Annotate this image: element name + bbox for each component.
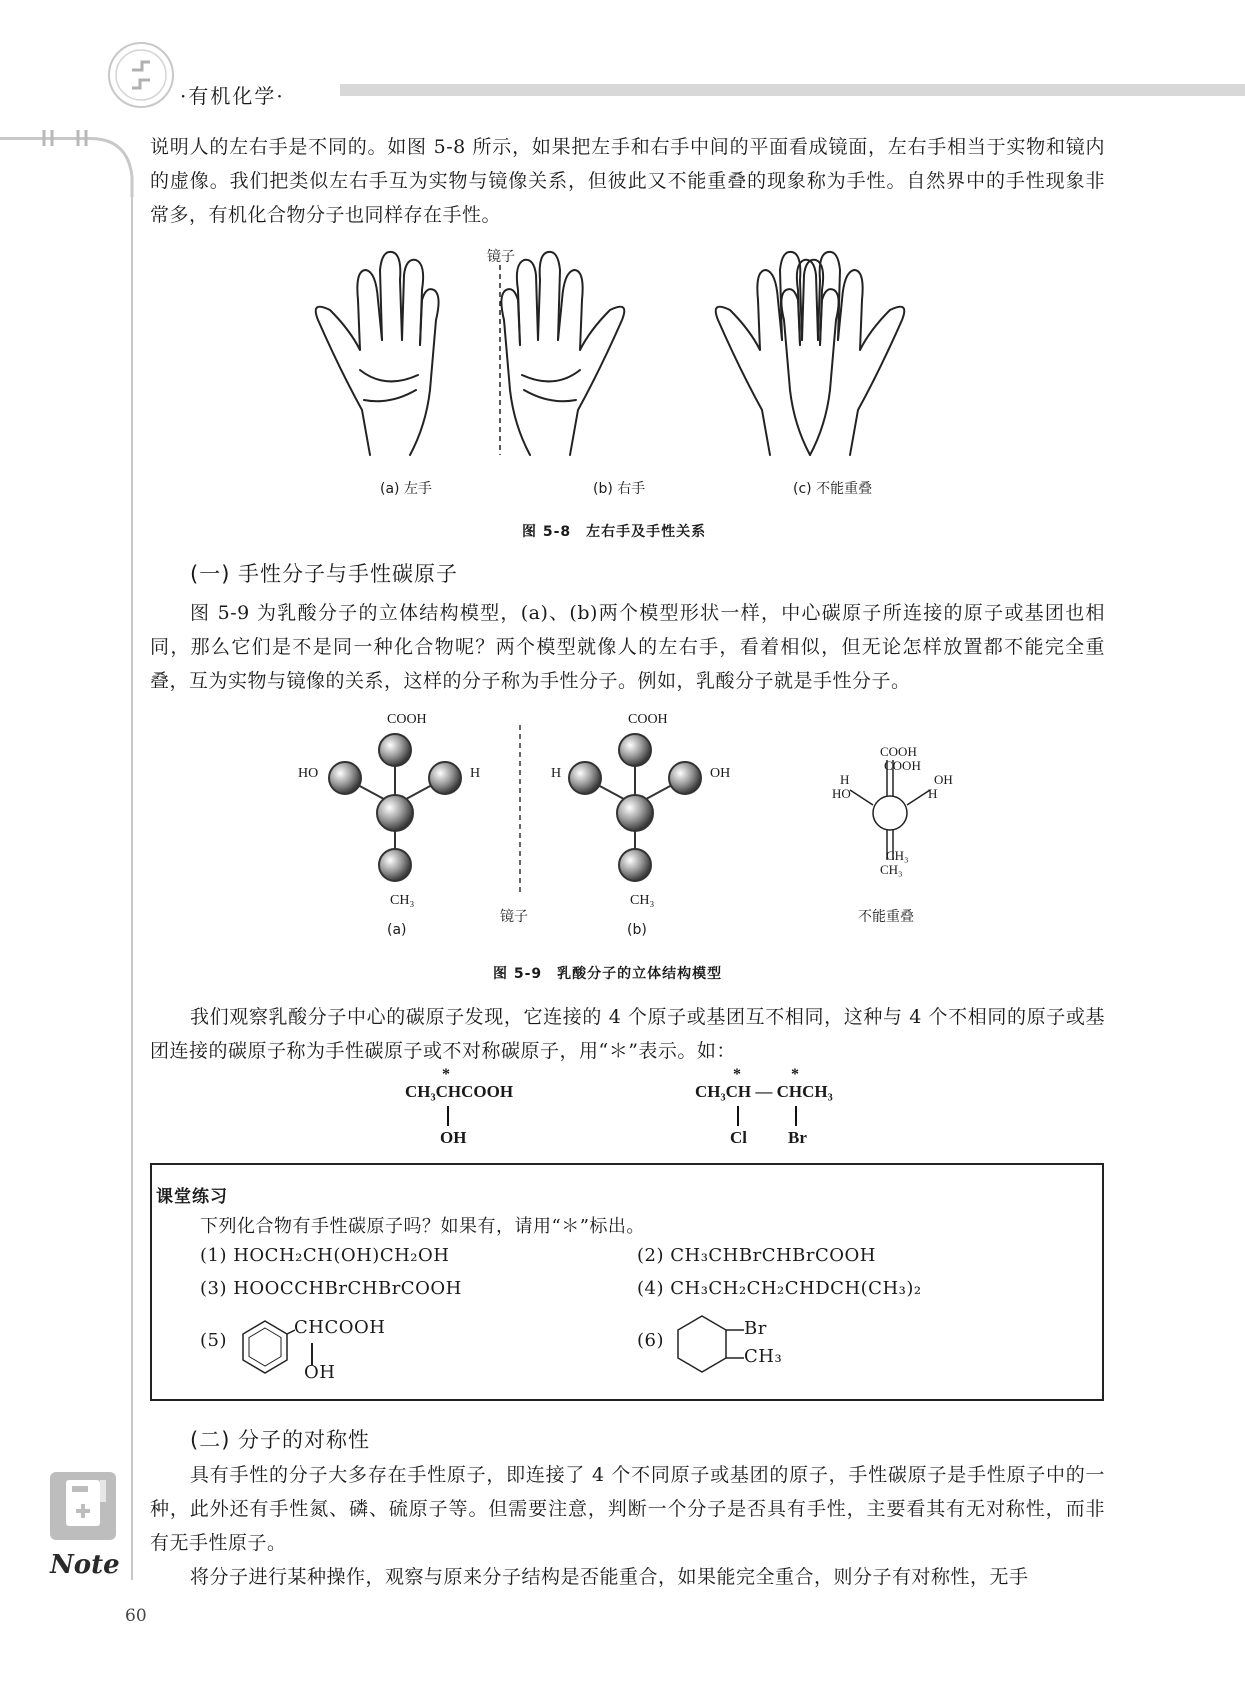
overlap-diagram	[850, 760, 930, 860]
formula1-bond	[447, 1106, 449, 1126]
formula2-sub1: Cl	[730, 1128, 747, 1147]
fig59a-ch3: CH₃	[390, 893, 415, 908]
fig59-mirror-label: 镜子	[500, 909, 528, 925]
fig58-label-c: (c) 不能重叠	[793, 481, 873, 497]
formula2-star2: *	[791, 1066, 799, 1083]
fig59b-oh: OH	[710, 766, 731, 781]
fig58-label-a: (a) 左手	[380, 481, 432, 497]
paragraph-intro: 说明人的左右手是不同的。如图 5-8 所示，如果把左手和右手中间的平面看成镜面，左右手相当于实物和镜内的虚像。我们把类似左右手互为实物与镜像关系，但彼此又不能重叠的现象称为手性。自然界中的手性现象非常多，有机化合物分子也同样存在手性。	[150, 136, 1105, 226]
fig59c-cooh-1: COOH	[880, 744, 917, 759]
exercise-item-4: (4) CH₃CH₂CH₂CHDCH(CH₃)₂	[637, 1278, 922, 1299]
formula2-bond1	[737, 1106, 739, 1126]
exercise-item-1: (1) HOCH₂CH(OH)CH₂OH	[200, 1245, 450, 1266]
fig59b-ch3: CH₃	[630, 893, 655, 908]
fig59a-ho: HO	[298, 766, 319, 781]
benzene-ring	[235, 1317, 295, 1377]
formula1-sub: OH	[440, 1128, 467, 1147]
model-b	[569, 734, 701, 881]
paragraph-symmetry-1: 具有手性的分子大多存在手性原子，即连接了 4 个不同原子或基团的原子，手性碳原子是手性原子中的一种，此外还有手性氮、磷、硫原子等。但需要注意，判断一个分子是否具有手性，主要看其有无对称性，而非有无手性原子。	[150, 1464, 1105, 1554]
paragraph-chiral-carbon: 我们观察乳酸分子中心的碳原子发现，它连接的 4 个原子或基团互不相同，这种与 4 个不相同的原子或基团连接的碳原子称为手性碳原子或不对称碳原子，用“＊”表示。如：	[150, 1006, 1105, 1062]
fig59c-cooh-2: COOH	[884, 758, 921, 773]
exercise-item-3: (3) HOOCCHBrCHBrCOOH	[200, 1278, 462, 1299]
fig59c-oh: OH	[934, 772, 953, 787]
fig59c-h-1: H	[840, 772, 850, 787]
fig58-caption: 图 5-8 左右手及手性关系	[522, 524, 707, 540]
fig59c-ch3-2: CH₃	[880, 862, 903, 877]
paragraph-lactic: 图 5-9 为乳酸分子的立体结构模型，(a)、(b)两个模型形状一样，中心碳原子所连接的原子或基团也相同，那么它们是不是同一种化合物呢？两个模型就像人的左右手，看着相似，但无论怎样放置都不能完全重叠，互为实物与镜像的关系，这样的分子称为手性分子。例如，乳酸分子就是手性分子。	[150, 602, 1105, 692]
left-hand-drawing	[316, 252, 439, 455]
page-number: 60	[125, 1606, 147, 1626]
exercise-item-6-number: (6)	[637, 1330, 664, 1351]
exercise-item-5-group: CHCOOH	[294, 1317, 386, 1338]
exercise-item-6-ch3: CH₃	[744, 1346, 783, 1367]
fig59c-ch3-1: CH₃	[886, 848, 909, 863]
formula1-main: CH₃CHCOOH	[405, 1082, 514, 1101]
figure-5-8	[300, 240, 940, 500]
note-label: Note	[50, 1550, 120, 1580]
exercise-item-2: (2) CH₃CHBrCHBrCOOH	[637, 1245, 876, 1266]
formula1-star: *	[442, 1066, 450, 1083]
hands-illustration	[300, 240, 940, 500]
model-a	[329, 734, 461, 881]
formula2-bond2	[795, 1106, 797, 1126]
fig59-label-b: (b)	[627, 922, 647, 938]
fig59-label-a: (a)	[387, 922, 407, 938]
margin-vertical-rule	[131, 195, 133, 1580]
figure-5-9	[295, 705, 955, 945]
fig59c-ho: HO	[832, 786, 851, 801]
section-heading-1: (一) 手性分子与手性碳原子	[190, 562, 459, 586]
fig59-caption: 图 5-9 乳酸分子的立体结构模型	[493, 966, 723, 982]
fig59a-h: H	[470, 766, 481, 781]
exercise-item-6-br: Br	[744, 1318, 767, 1339]
note-icon	[48, 1470, 118, 1542]
fig59a-cooh: COOH	[387, 712, 427, 727]
exercise-item-5-sub: OH	[304, 1362, 336, 1383]
exercise-intro: 下列化合物有手性碳原子吗？如果有，请用“＊”标出。	[200, 1216, 645, 1237]
margin-curve	[88, 137, 138, 197]
fig59-label-c: 不能重叠	[858, 909, 914, 925]
exercise-item-5-number: (5)	[200, 1330, 227, 1351]
formula2-main: CH₃CH — CHCH₃	[695, 1082, 833, 1101]
header-title: ·有机化学·	[180, 84, 285, 108]
fig59c-h-2: H	[928, 786, 938, 801]
paragraph-symmetry-2: 将分子进行某种操作，观察与原来分子结构是否能重合，如果能完全重合，则分子有对称性，无手	[190, 1566, 1029, 1588]
header-rule	[340, 84, 1245, 96]
cyclohexane-ring	[670, 1312, 750, 1382]
fig58-label-b: (b) 右手	[593, 481, 646, 497]
header-logo	[106, 40, 176, 110]
fig58-mirror-label: 镜子	[487, 249, 515, 265]
exercise-title: 课堂练习	[156, 1187, 228, 1207]
fig59b-cooh: COOH	[628, 712, 668, 727]
overlapped-hands-drawing	[716, 252, 905, 455]
section-heading-2: (二) 分子的对称性	[190, 1428, 371, 1452]
fig59b-h: H	[551, 766, 562, 781]
formula2-sub2: Br	[788, 1128, 807, 1147]
right-hand-drawing	[501, 252, 624, 455]
formula2-star1: *	[733, 1066, 741, 1083]
